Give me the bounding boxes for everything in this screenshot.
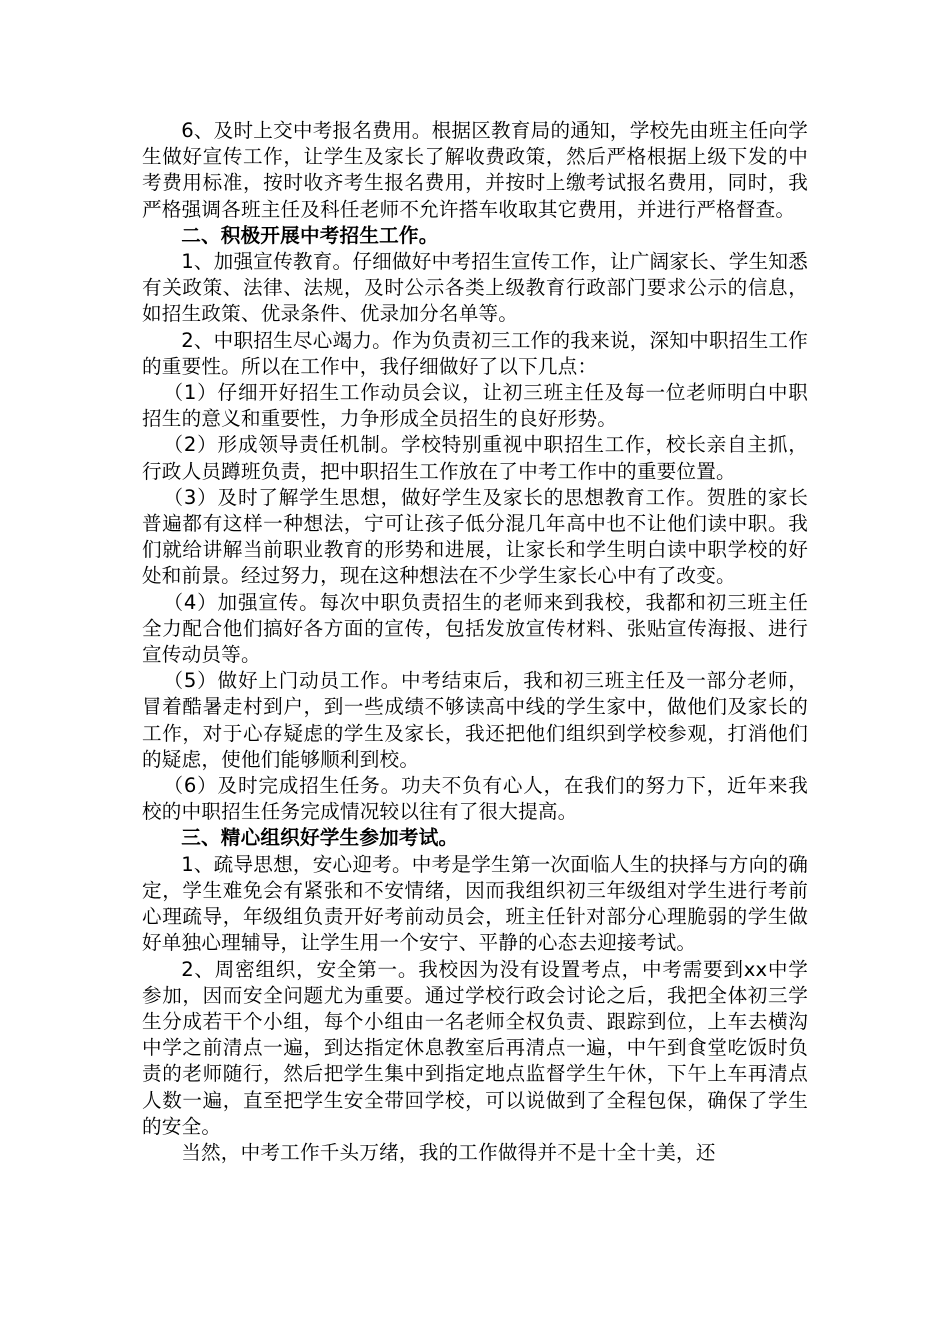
- list-item-ideological-education: （3）及时了解学生思想，做好学生及家长的思想教育工作。贺胜的家长普遍都有这样一种想法，宁可让孩子低分混几年高中也不让他们读中职。我们就给讲解当前职业教育的形势和进展，让家长和学生明白读中职学校的好处和前景。经过努力，现在这种想法在不少学生家长心中有了改变。: [142, 485, 808, 588]
- document-page: [142, 118, 808, 1166]
- list-item-complete-tasks: （6）及时完成招生任务。功夫不负有心人，在我们的努力下，近年来我校的中职招生任务完成情况较以往有了很大提高。: [142, 774, 808, 824]
- list-item-home-visits: （5）做好上门动员工作。中考结束后，我和初三班主任及一部分老师，冒着酷暑走村到户，到一些成绩不够读高中线的学生家中，做他们及家长的工作，对于心存疑虑的学生及家长，我还把他们组织到学校参观，打消他们的疑虑，使他们能够顺利到校。: [142, 669, 808, 771]
- paragraph-publicity: 1、加强宣传教育。仔细做好中考招生宣传工作，让广阔家长、学生知悉有关政策、法律、法规，及时公示各类上级教育行政部门要求公示的信息，如招生政策、优录条件、优录加分名单等。: [142, 250, 808, 326]
- paragraph-fee-submission: 6、及时上交中考报名费用。根据区教育局的通知，学校先由班主任向学生做好宣传工作，让学生及家长了解收费政策，然后严格根据上级下发的中考费用标准，按时收齐考生报名费用，并按时上缴考试报名费用，同时，我严格强调各班主任及科任老师不允许搭车收取其它费用，并进行严格督查。: [142, 119, 808, 221]
- paragraph-safety-first: 2、周密组织，安全第一。我校因为没有设置考点，中考需要到xx中学参加，因而安全问题尤为重要。通过学校行政会讨论之后，我把全体初三学生分成若干个小组，每个小组由一名老师全权负责、跟踪到位，上车去横沟中学之前清点一遍，到达指定休息教室后再清点一遍，中午到食堂吃饭时负责的老师随行，然后把学生集中到指定地点监督学生午休，下午上车再清点人数一遍，直至把学生安全带回学校，可以说做到了全程包保，确保了学生的安全。: [142, 957, 808, 1138]
- paragraph-conclusion: 当然，中考工作千头万绪，我的工作做得并不是十全十美，还: [181, 1140, 716, 1164]
- paragraph-vocational-enrollment: 2、中职招生尽心竭力。作为负责初三工作的我来说，深知中职招生工作的重要性。所以在工作中，我仔细做好了以下几点：: [142, 328, 808, 378]
- list-item-strengthen-publicity: （4）加强宣传。每次中职负责招生的老师来到我校，我都和初三班主任全力配合他们搞好各方面的宣传，包括发放宣传材料、张贴宣传海报、进行宣传动员等。: [142, 590, 808, 667]
- list-item-leadership-mechanism: （2）形成领导责任机制。学校特别重视中职招生工作，校长亲自主抓，行政人员蹲班负责，把中职招生工作放在了中考工作中的重要位置。: [142, 433, 808, 483]
- list-item-mobilization-meeting: （1）仔细开好招生工作动员会议，让初三班主任及每一位老师明白中职招生的意义和重要性，力争形成全员招生的良好形势。: [142, 381, 808, 431]
- paragraph-psychological-guidance: 1、疏导思想，安心迎考。中考是学生第一次面临人生的抉择与方向的确定，学生难免会有紧张和不安情绪，因而我组织初三年级组对学生进行考前心理疏导，年级组负责开好考前动员会，班主任针对部分心理脆弱的学生做好单独心理辅导，让学生用一个安宁、平静的心态去迎接考试。: [142, 852, 808, 955]
- section-heading-enrollment: 二、积极开展中考招生工作。: [181, 223, 439, 247]
- section-heading-exam-organization: 三、精心组织好学生参加考试。: [181, 826, 459, 850]
